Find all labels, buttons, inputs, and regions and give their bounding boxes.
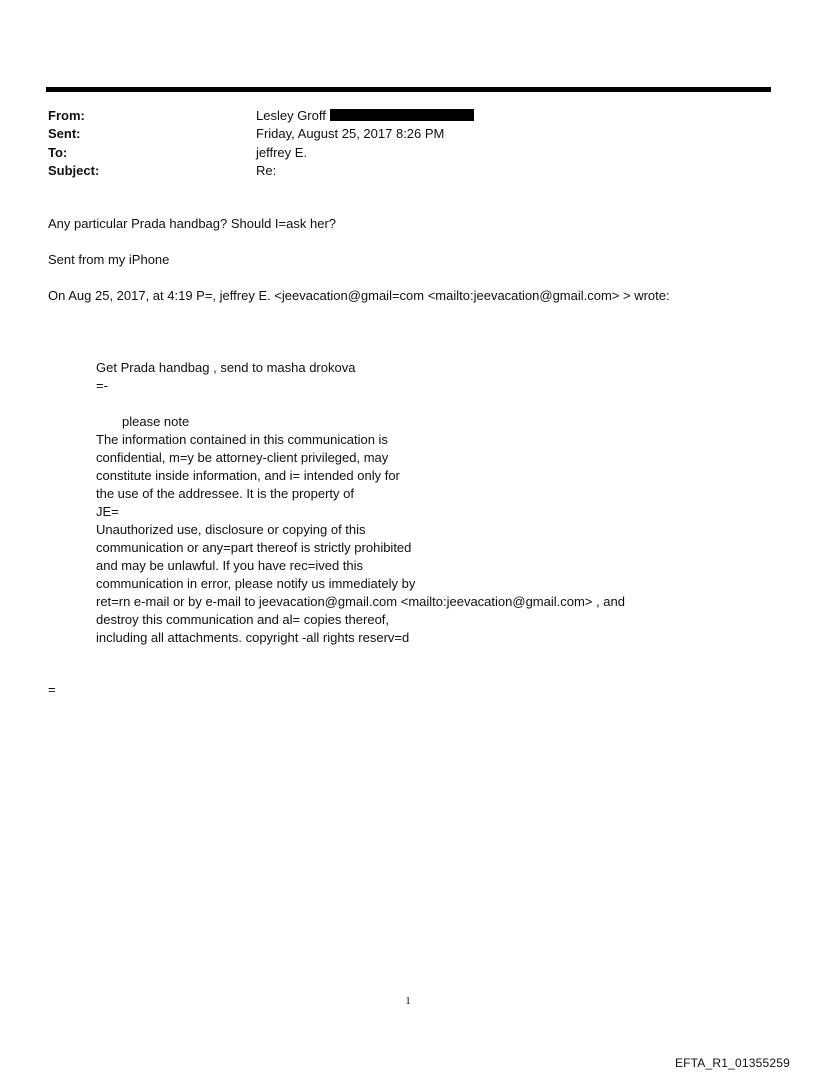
disclaimer-line: the use of the addressee. It is the property of: [96, 486, 354, 501]
sent-label: Sent:: [48, 126, 81, 141]
from-label: From:: [48, 108, 85, 123]
sender-name: Lesley Groff: [256, 108, 326, 123]
quote-intro: On Aug 25, 2017, at 4:19 P=, jeffrey E. <jeevacation@gmail=com <mailto:jeevacation@gmail.com> > wrote:: [48, 288, 670, 303]
sent-value: Friday, August 25, 2017 8:26 PM: [256, 126, 445, 141]
header-divider: [46, 87, 771, 92]
disclaimer-line: Unauthorized use, disclosure or copying of this: [96, 522, 366, 537]
blank-line: [96, 395, 625, 413]
disclaimer-line: The information contained in this communication is: [96, 432, 388, 447]
disclaimer-line: constitute inside information, and i= intended only for: [96, 468, 400, 483]
from-value: [256, 107, 474, 125]
reply-text: Any particular Prada handbag? Should I=ask her?: [48, 216, 336, 231]
disclaimer-line: confidential, m=y be attorney-client privileged, may: [96, 450, 389, 465]
bates-id: EFTA_R1_01355259: [674, 1056, 790, 1070]
disclaimer-line: communication or any=part thereof is strictly prohibited: [96, 540, 412, 555]
disclaimer-line: JE=: [96, 504, 119, 519]
email-signature: Sent from my iPhone: [48, 252, 170, 267]
disclaimer-line: destroy this communication and al= copies thereof,: [96, 612, 390, 627]
subject-value: Re:: [256, 163, 277, 178]
page-number: 1: [405, 995, 411, 1007]
to-value: jeffrey E.: [256, 145, 308, 160]
disclaimer-line: ret=rn e-mail or by e-mail to jeevacation@gmail.com <mailto:jeevacation@gmail.com> , and: [96, 594, 625, 609]
disclaimer-line: and may be unlawful. If you have rec=ived this: [96, 558, 364, 573]
quoted-message: [96, 359, 625, 647]
quoted-separator: =-: [96, 378, 108, 393]
redaction-box: [330, 109, 474, 121]
disclaimer-line: including all attachments. copyright -all rights reserv=d: [96, 630, 410, 645]
quoted-message-line: Get Prada handbag , send to masha drokova: [96, 360, 356, 375]
subject-label: Subject:: [48, 163, 100, 178]
to-label: To:: [48, 145, 68, 160]
trailing-marker: =: [48, 682, 56, 697]
note-heading: please note: [122, 414, 190, 429]
disclaimer-line: communication in error, please notify us immediately by: [96, 576, 416, 591]
